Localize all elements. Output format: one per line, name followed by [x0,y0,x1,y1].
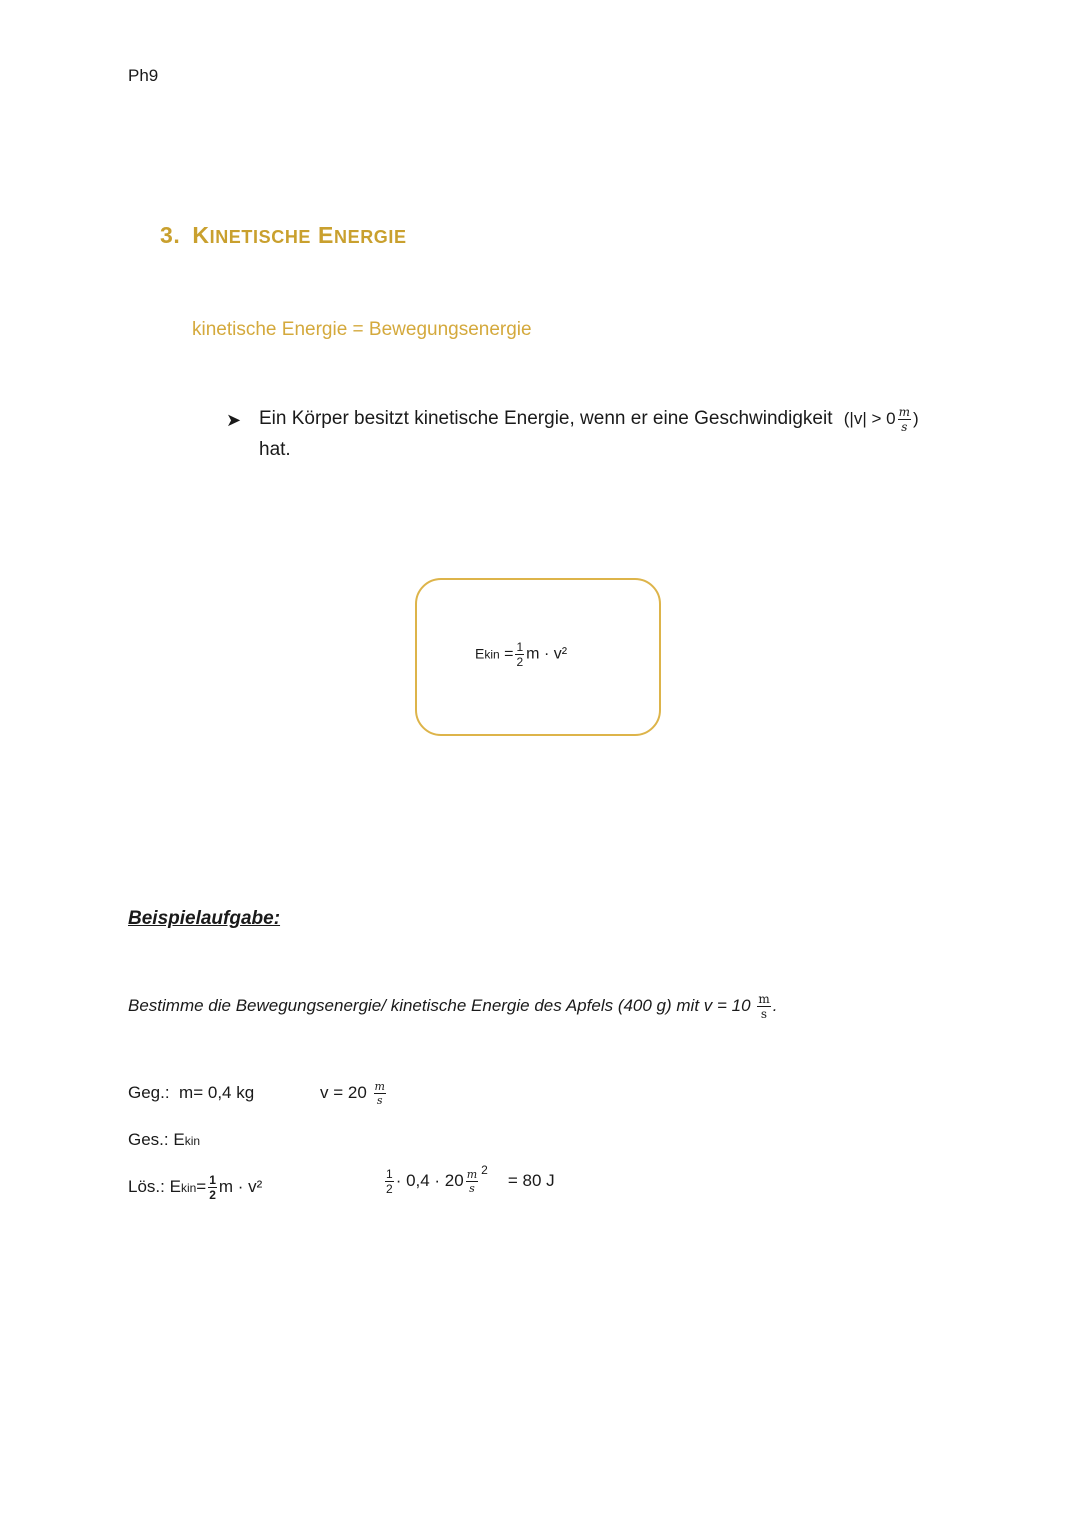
bullet-continuation: hat. [259,439,291,460]
document-code: Ph9 [128,66,159,85]
task-text: Bestimme die Bewegungsenergie/ kinetische Energie des Apfels (400 g) mit v = 10 $\frac{m}{s}$ . [128,992,778,1021]
bullet-text: Ein Körper besitzt kinetische Energie, wenn er eine Geschwindigkeit (|v| > 0 $\frac{m}{s}$ ) [259,405,919,434]
section-heading: 3. KINETISCHE ENERGIE [160,222,407,248]
solution-calculation: $\frac{1}{2}$ · 0,4 · 20 $\frac{m}{s}$ $^2$= 80 J [386,1162,555,1196]
section-number: 3. [160,222,181,248]
arrow-bullet-icon: ➤ [226,410,242,430]
given-velocity: v = 20 $\frac{m}{s}$ [320,1080,385,1107]
given-mass: Geg.: m= 0,4 kg [128,1083,255,1102]
example-heading: Beispielaufgabe: [128,908,281,929]
calculation-result: = 80 J [507,1170,555,1190]
solution-formula: Lös.: Ekin= $\frac{1}{2}$ m · v² [128,1173,263,1202]
sought-quantity: Ges.: Ekin [128,1130,201,1149]
kinetic-energy-formula: Ekin = $\frac{1}{2}$ m · v² [475,640,568,669]
definition-line: kinetische Energie = Bewegungsenergie [192,319,532,340]
velocity-condition: (|v| > 0 $\frac{m}{s}$ ) [843,405,919,434]
